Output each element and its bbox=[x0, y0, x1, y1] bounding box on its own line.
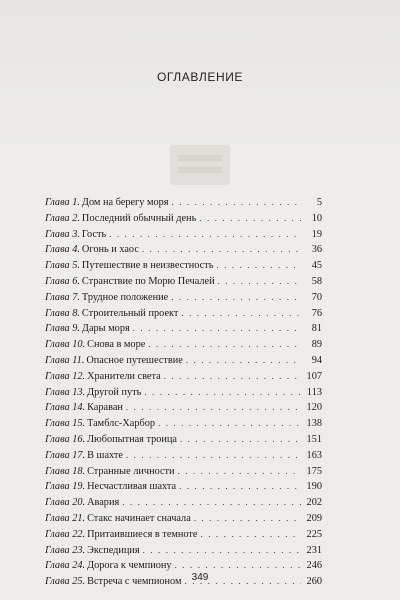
chapter-label: Глава 10. bbox=[45, 339, 86, 351]
toc-row-17[interactable] bbox=[45, 448, 322, 464]
page-number: 107 bbox=[306, 370, 322, 382]
dot-leader bbox=[179, 479, 301, 495]
page-number: 260 bbox=[306, 576, 322, 588]
dot-leader bbox=[194, 511, 301, 527]
chapter-title: Путешествие в неизвестность bbox=[81, 260, 214, 272]
page-number: 113 bbox=[306, 386, 322, 398]
toc-row-11[interactable] bbox=[45, 353, 322, 369]
toc-row-12[interactable] bbox=[45, 369, 322, 385]
toc-row-22[interactable] bbox=[45, 527, 322, 543]
page-number: 225 bbox=[306, 528, 322, 540]
toc-row-2[interactable] bbox=[45, 211, 322, 227]
chapter-title: Опасное путешествие bbox=[86, 354, 183, 366]
toc-row-20[interactable] bbox=[45, 495, 322, 511]
dot-leader bbox=[148, 337, 301, 353]
toc-row-5[interactable] bbox=[45, 258, 322, 274]
page-number: 94 bbox=[311, 354, 322, 366]
page-number: 70 bbox=[311, 291, 322, 303]
show-through-stamp bbox=[170, 145, 230, 185]
chapter-label: Глава 2. bbox=[45, 212, 80, 224]
chapter-label: Глава 7. bbox=[45, 291, 80, 303]
chapter-label: Глава 17. bbox=[45, 449, 86, 461]
chapter-title: Огонь и хаос bbox=[81, 244, 139, 256]
dot-leader bbox=[172, 195, 301, 211]
toc-row-7[interactable] bbox=[45, 290, 322, 306]
page-number: 151 bbox=[306, 433, 322, 445]
toc-row-10[interactable] bbox=[45, 337, 322, 353]
dot-leader bbox=[216, 258, 301, 274]
page-number: 163 bbox=[306, 449, 322, 461]
chapter-label: Глава 3. bbox=[45, 228, 80, 240]
chapter-label: Глава 14. bbox=[45, 402, 86, 414]
page-number: 89 bbox=[311, 339, 322, 351]
page-number: 36 bbox=[311, 244, 322, 256]
page-number: 231 bbox=[306, 544, 322, 556]
dot-leader bbox=[144, 385, 301, 401]
chapter-label: Глава 23. bbox=[45, 544, 86, 556]
page-folio: 349 bbox=[191, 572, 209, 583]
chapter-label: Глава 20. bbox=[45, 497, 86, 509]
chapter-title: Экспедиция bbox=[87, 544, 140, 556]
dot-leader bbox=[126, 448, 301, 464]
chapter-label: Глава 13. bbox=[45, 386, 86, 398]
page-number: 10 bbox=[311, 212, 322, 224]
dot-leader bbox=[178, 464, 301, 480]
table-of-contents bbox=[45, 195, 322, 590]
page-number: 58 bbox=[311, 275, 322, 287]
chapter-label: Глава 1. bbox=[45, 197, 80, 208]
chapter-label: Глава 21. bbox=[45, 512, 86, 524]
chapter-label: Глава 5. bbox=[45, 260, 80, 272]
dot-leader bbox=[218, 274, 301, 290]
chapter-title: Строительный проект bbox=[81, 307, 179, 319]
page-number: 138 bbox=[306, 418, 322, 430]
chapter-label: Глава 9. bbox=[45, 323, 80, 335]
toc-row-18[interactable] bbox=[45, 464, 322, 480]
chapter-title: Дом на берегу моря bbox=[81, 197, 169, 208]
toc-row-14[interactable] bbox=[45, 400, 322, 416]
toc-row-21[interactable] bbox=[45, 511, 322, 527]
dot-leader bbox=[181, 306, 301, 322]
dot-leader bbox=[180, 432, 301, 448]
toc-row-23[interactable] bbox=[45, 543, 322, 559]
toc-row-4[interactable] bbox=[45, 242, 322, 258]
chapter-label: Глава 16. bbox=[45, 433, 86, 445]
page-number: 202 bbox=[306, 497, 322, 509]
dot-leader bbox=[158, 416, 301, 432]
dot-leader bbox=[201, 527, 301, 543]
dot-leader bbox=[186, 353, 301, 369]
chapter-label: Глава 25. bbox=[45, 576, 86, 588]
toc-row-3[interactable] bbox=[45, 227, 322, 243]
dot-leader bbox=[171, 290, 301, 306]
chapter-label: Глава 19. bbox=[45, 481, 86, 493]
dot-leader bbox=[199, 211, 301, 227]
chapter-label: Глава 4. bbox=[45, 244, 80, 256]
chapter-label: Глава 24. bbox=[45, 560, 86, 572]
chapter-title: Дары моря bbox=[81, 323, 130, 335]
page-number: 19 bbox=[311, 228, 322, 240]
toc-row-16[interactable] bbox=[45, 432, 322, 448]
chapter-title: Дорога к чемпиону bbox=[87, 560, 172, 572]
page-number: 81 bbox=[311, 323, 322, 335]
chapter-title: Снова в море bbox=[87, 339, 146, 351]
dot-leader bbox=[126, 400, 301, 416]
chapter-label: Глава 11. bbox=[45, 354, 85, 366]
toc-row-8[interactable] bbox=[45, 306, 322, 322]
page-number: 209 bbox=[306, 512, 322, 524]
toc-row-19[interactable] bbox=[45, 479, 322, 495]
chapter-label: Глава 22. bbox=[45, 528, 86, 540]
chapter-title: Трудное положение bbox=[81, 291, 169, 303]
page-number: 246 bbox=[306, 560, 322, 572]
page-number: 5 bbox=[316, 197, 322, 208]
chapter-title: Хранители света bbox=[87, 370, 161, 382]
page-number: 45 bbox=[311, 260, 322, 272]
page-number: 190 bbox=[306, 481, 322, 493]
chapter-title: Странствие по Морю Печалей bbox=[81, 275, 215, 287]
chapter-title: Несчастливая шахта bbox=[87, 481, 177, 493]
page-number: 175 bbox=[306, 465, 322, 477]
dot-leader bbox=[143, 543, 301, 559]
toc-row-9[interactable] bbox=[45, 321, 322, 337]
dot-leader bbox=[122, 495, 301, 511]
chapter-title: Притаившиеся в темноте bbox=[87, 528, 198, 540]
dot-leader bbox=[164, 369, 301, 385]
page-number: 76 bbox=[311, 307, 322, 319]
chapter-label: Глава 15. bbox=[45, 418, 86, 430]
dot-leader bbox=[109, 227, 301, 243]
chapter-title: Гость bbox=[81, 228, 107, 240]
chapter-label: Глава 8. bbox=[45, 307, 80, 319]
chapter-title: Авария bbox=[87, 497, 120, 509]
chapter-title: Другой путь bbox=[87, 386, 142, 398]
toc-row-1[interactable] bbox=[45, 195, 322, 211]
chapter-title: Стакс начинает сначала bbox=[87, 512, 191, 524]
chapter-title: Странные личности bbox=[87, 465, 175, 477]
chapter-title: Последний обычный день bbox=[81, 212, 197, 224]
toc-row-15[interactable] bbox=[45, 416, 322, 432]
chapter-title: Караван bbox=[87, 402, 123, 414]
chapter-label: Глава 18. bbox=[45, 465, 86, 477]
chapter-title: Любопытная троица bbox=[87, 433, 177, 445]
chapter-label: Глава 12. bbox=[45, 370, 86, 382]
chapter-title: В шахте bbox=[87, 449, 123, 461]
page-title: ОГЛАВЛЕНИЕ bbox=[156, 70, 244, 84]
chapter-title: Тамблс-Харбор bbox=[87, 418, 156, 430]
page-number: 120 bbox=[306, 402, 322, 414]
toc-row-13[interactable] bbox=[45, 385, 322, 401]
toc-row-6[interactable] bbox=[45, 274, 322, 290]
chapter-title: Встреча с чемпионом bbox=[87, 576, 182, 588]
dot-leader bbox=[133, 321, 301, 337]
chapter-label: Глава 6. bbox=[45, 275, 80, 287]
dot-leader bbox=[142, 242, 301, 258]
